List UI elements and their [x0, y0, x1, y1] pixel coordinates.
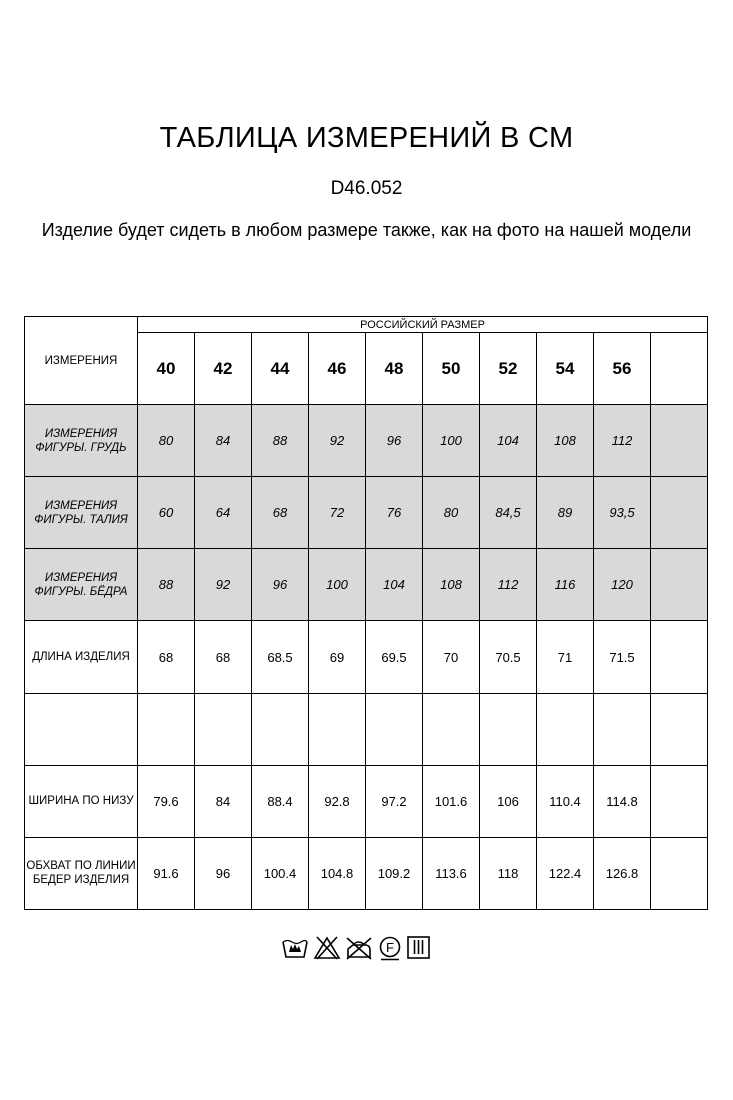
value-cell: 114.8 — [594, 765, 651, 837]
value-cell: 89 — [537, 477, 594, 549]
value-cell: 100.4 — [252, 837, 309, 909]
value-cell: 88 — [252, 405, 309, 477]
product-code: D46.052 — [330, 178, 403, 199]
value-cell: 70.5 — [480, 621, 537, 693]
value-cell: 68 — [252, 477, 309, 549]
value-cell: 109.2 — [366, 837, 423, 909]
row-label: ШИРИНА ПО НИЗУ — [25, 765, 138, 837]
corner-label: ИЗМЕРЕНИЯ — [25, 317, 138, 405]
value-cell — [423, 693, 480, 765]
value-cell: 88.4 — [252, 765, 309, 837]
value-cell: 108 — [537, 405, 594, 477]
hand-wash-icon — [280, 935, 310, 961]
value-cell: 80 — [423, 477, 480, 549]
value-cell: 112 — [594, 405, 651, 477]
value-cell: 92.8 — [309, 765, 366, 837]
value-cell: 64 — [195, 477, 252, 549]
value-cell: 91.6 — [138, 837, 195, 909]
value-cell: 93,5 — [594, 477, 651, 549]
value-cell — [651, 549, 708, 621]
value-cell: 116 — [537, 549, 594, 621]
size-header-cell: 52 — [480, 333, 537, 405]
value-cell — [366, 693, 423, 765]
value-cell: 106 — [480, 765, 537, 837]
drip-dry-icon — [406, 935, 432, 961]
do-not-bleach-icon — [313, 935, 341, 961]
value-cell: 79.6 — [138, 765, 195, 837]
value-cell — [651, 405, 708, 477]
value-cell: 96 — [252, 549, 309, 621]
value-cell: 92 — [195, 549, 252, 621]
size-group-header: РОССИЙСКИЙ РАЗМЕР — [138, 317, 708, 333]
size-header-cell: 50 — [423, 333, 480, 405]
table-row — [25, 693, 708, 765]
row-label: ИЗМЕРЕНИЯ ФИГУРЫ. ТАЛИЯ — [25, 477, 138, 549]
value-cell: 100 — [423, 405, 480, 477]
value-cell: 120 — [594, 549, 651, 621]
value-cell: 108 — [423, 549, 480, 621]
size-header-cell: 48 — [366, 333, 423, 405]
table-row — [25, 549, 708, 621]
value-cell: 80 — [138, 405, 195, 477]
table-row — [25, 405, 708, 477]
value-cell: 112 — [480, 549, 537, 621]
value-cell: 113.6 — [423, 837, 480, 909]
row-label — [25, 693, 138, 765]
value-cell: 71 — [537, 621, 594, 693]
table-row — [25, 765, 708, 837]
value-cell: 68.5 — [252, 621, 309, 693]
value-cell — [651, 693, 708, 765]
value-cell: 126.8 — [594, 837, 651, 909]
do-not-tumble-dry-icon — [344, 935, 374, 961]
value-cell: 72 — [309, 477, 366, 549]
value-cell — [252, 693, 309, 765]
value-cell: 92 — [309, 405, 366, 477]
fit-note: Изделие будет сидеть в любом размере также, как на фото на нашей модели — [41, 220, 692, 240]
table-row — [25, 621, 708, 693]
size-header-cell: 44 — [252, 333, 309, 405]
value-cell — [651, 765, 708, 837]
size-header-cell: 54 — [537, 333, 594, 405]
value-cell — [651, 477, 708, 549]
table-row — [25, 837, 708, 909]
value-cell: 96 — [366, 405, 423, 477]
value-cell — [651, 621, 708, 693]
value-cell: 71.5 — [594, 621, 651, 693]
value-cell: 76 — [366, 477, 423, 549]
size-header-cell: 46 — [309, 333, 366, 405]
value-cell: 84 — [195, 765, 252, 837]
value-cell: 104 — [480, 405, 537, 477]
value-cell: 96 — [195, 837, 252, 909]
row-label: ИЗМЕРЕНИЯ ФИГУРЫ. ГРУДЬ — [25, 405, 138, 477]
size-header-cell — [651, 333, 708, 405]
value-cell: 68 — [138, 621, 195, 693]
value-cell: 60 — [138, 477, 195, 549]
value-cell — [138, 693, 195, 765]
svg-text:F: F — [386, 940, 394, 955]
value-cell: 118 — [480, 837, 537, 909]
dry-clean-f-icon — [377, 935, 403, 961]
value-cell: 97.2 — [366, 765, 423, 837]
value-cell: 69.5 — [366, 621, 423, 693]
value-cell — [195, 693, 252, 765]
value-cell — [480, 693, 537, 765]
value-cell — [594, 693, 651, 765]
care-icons — [280, 935, 432, 961]
value-cell: 70 — [423, 621, 480, 693]
row-label: ИЗМЕРЕНИЯ ФИГУРЫ. БЁДРА — [25, 549, 138, 621]
table-row — [25, 477, 708, 549]
value-cell: 88 — [138, 549, 195, 621]
value-cell: 84,5 — [480, 477, 537, 549]
value-cell — [537, 693, 594, 765]
value-cell: 68 — [195, 621, 252, 693]
value-cell: 104.8 — [309, 837, 366, 909]
size-table — [24, 316, 708, 910]
value-cell: 101.6 — [423, 765, 480, 837]
page-title: ТАБЛИЦА ИЗМЕРЕНИЙ В СМ — [159, 122, 574, 154]
value-cell: 122.4 — [537, 837, 594, 909]
size-header-cell: 40 — [138, 333, 195, 405]
value-cell — [651, 837, 708, 909]
value-cell: 69 — [309, 621, 366, 693]
size-header-cell: 56 — [594, 333, 651, 405]
value-cell: 104 — [366, 549, 423, 621]
size-header-cell: 42 — [195, 333, 252, 405]
row-label: ДЛИНА ИЗДЕЛИЯ — [25, 621, 138, 693]
header-row — [25, 317, 708, 333]
value-cell: 100 — [309, 549, 366, 621]
value-cell — [309, 693, 366, 765]
value-cell: 84 — [195, 405, 252, 477]
row-label: ОБХВАТ ПО ЛИНИИ БЕДЕР ИЗДЕЛИЯ — [25, 837, 138, 909]
value-cell: 110.4 — [537, 765, 594, 837]
